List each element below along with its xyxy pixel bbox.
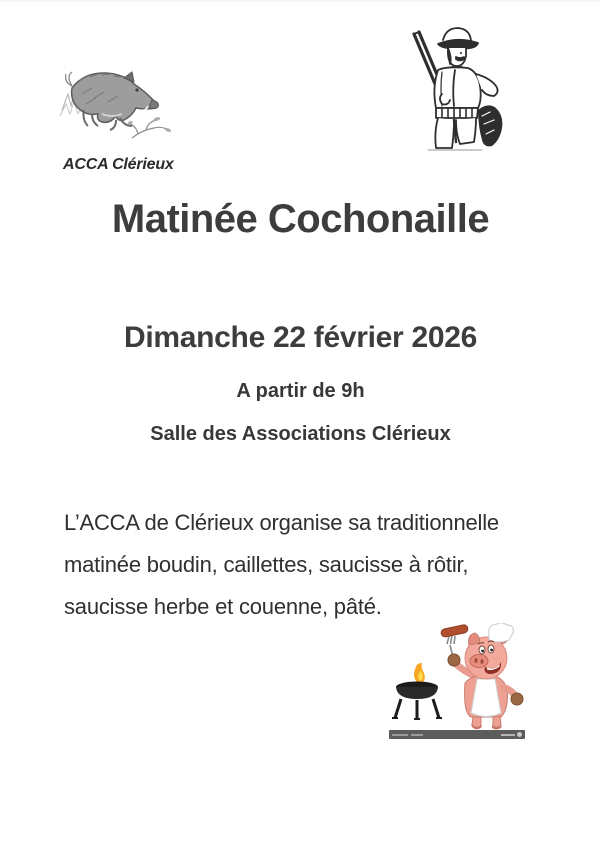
boar-sketch-illustration xyxy=(58,64,178,152)
description-line-2: matinée boudin, caillettes, saucisse à rôtir, xyxy=(64,552,469,577)
event-date: Dimanche 22 février 2026 xyxy=(123,321,478,354)
watermark-illegible-text xyxy=(392,734,423,736)
hunter-with-dog-icon xyxy=(398,24,506,152)
organization-label: ACCA Clérieux xyxy=(63,156,174,173)
description-line-3: saucisse herbe et couenne, pâté. xyxy=(64,594,382,619)
flyer-title: Matinée Cochonaille xyxy=(111,197,490,241)
wild-boar-icon xyxy=(58,64,178,152)
pig-chef-illustration xyxy=(389,623,525,739)
pig-chef-barbecue-icon xyxy=(389,623,525,730)
event-time: A partir de 9h xyxy=(236,380,365,402)
event-venue: Salle des Associations Clérieux xyxy=(150,423,451,445)
watermark-logo-icon xyxy=(501,732,522,737)
hunter-illustration xyxy=(398,24,506,152)
stock-image-watermark-bar xyxy=(389,730,525,739)
scan-artifact-top-edge xyxy=(0,0,601,3)
event-description xyxy=(64,502,499,628)
description-line-1: L’ACCA de Clérieux organise sa traditionnelle xyxy=(64,510,499,535)
